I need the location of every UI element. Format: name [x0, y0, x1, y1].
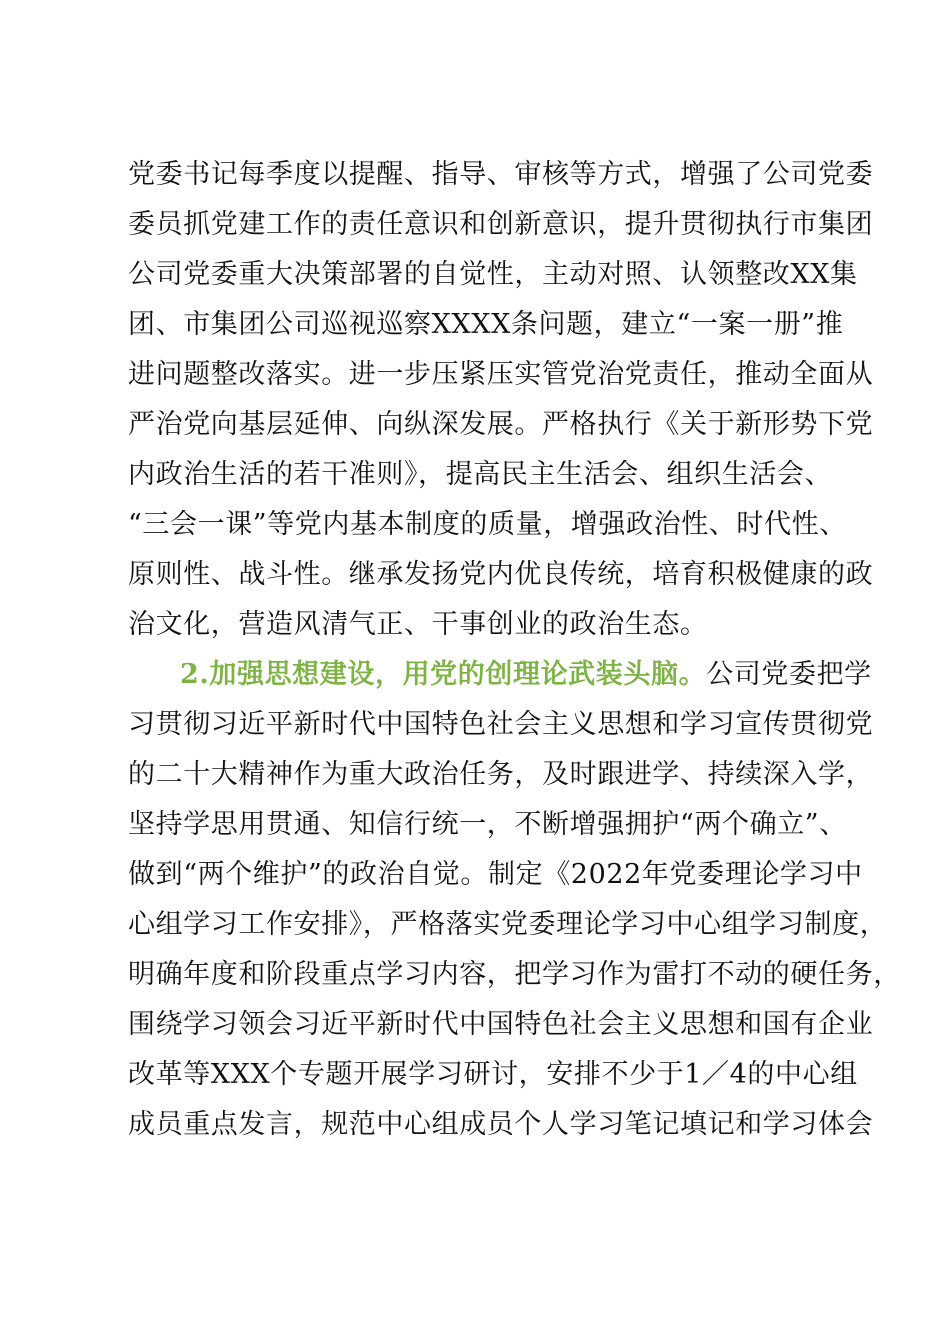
paragraph-line: 严治党向基层延伸、向纵深发展。严格执行《关于新形势下党: [128, 409, 874, 440]
paragraph-line-rest: 公司党委把学: [706, 659, 872, 690]
paragraph-line: 做到“两个维护”的政治自觉。制定《2022年党委理论学习中: [128, 859, 863, 890]
paragraph-line: 围绕学习领会习近平新时代中国特色社会主义思想和国有企业: [128, 1009, 874, 1040]
paragraph-line: 委员抓党建工作的责任意识和创新意识，提升贯彻执行市集团: [128, 209, 874, 240]
paragraph-line: 心组学习工作安排》，严格落实党委理论学习中心组学习制度，: [128, 909, 888, 940]
paragraph-line: 成员重点发言，规范中心组成员个人学习笔记填记和学习体会: [128, 1109, 874, 1140]
paragraph-line: 的二十大精神作为重大政治任务，及时跟进学、持续深入学，: [128, 759, 874, 790]
paragraph-line: 习贯彻习近平新时代中国特色社会主义思想和学习宣传贯彻党: [128, 709, 874, 740]
paragraph-first-line: [180, 655, 872, 695]
paragraph-line: “三会一课”等党内基本制度的质量，增强政治性、时代性、: [128, 509, 847, 540]
paragraph-line: 明确年度和阶段重点学习内容，把学习作为雷打不动的硬任务，: [128, 959, 901, 990]
paragraph-line: 党委书记每季度以提醒、指导、审核等方式，增强了公司党委: [128, 159, 874, 190]
paragraph-line: 进问题整改落实。进一步压紧压实管党治党责任，推动全面从: [128, 359, 874, 390]
paragraph-line: 治文化，营造风清气正、干事创业的政治生态。: [128, 609, 708, 640]
paragraph-line: 改革等XXX个专题开展学习研讨，安排不少于1／4的中心组: [128, 1059, 858, 1090]
paragraph-line: 内政治生活的若干准则》，提高民主生活会、组织生活会、: [128, 459, 833, 490]
paragraph-line: 公司党委重大决策部署的自觉性，主动对照、认领整改XX集: [128, 259, 858, 290]
paragraph-line: 原则性、战斗性。继承发扬党内优良传统，培育积极健康的政: [128, 559, 874, 590]
paragraph-line: 坚持学思用贯通、知信行统一，不断增强拥护“两个确立”、: [128, 809, 847, 840]
section-heading: 2.加强思想建设，用党的创理论武装头脑。: [180, 659, 707, 690]
paragraph-line: 团、市集团公司巡视巡察XXXX条问题，建立“一案一册”推: [128, 309, 844, 340]
